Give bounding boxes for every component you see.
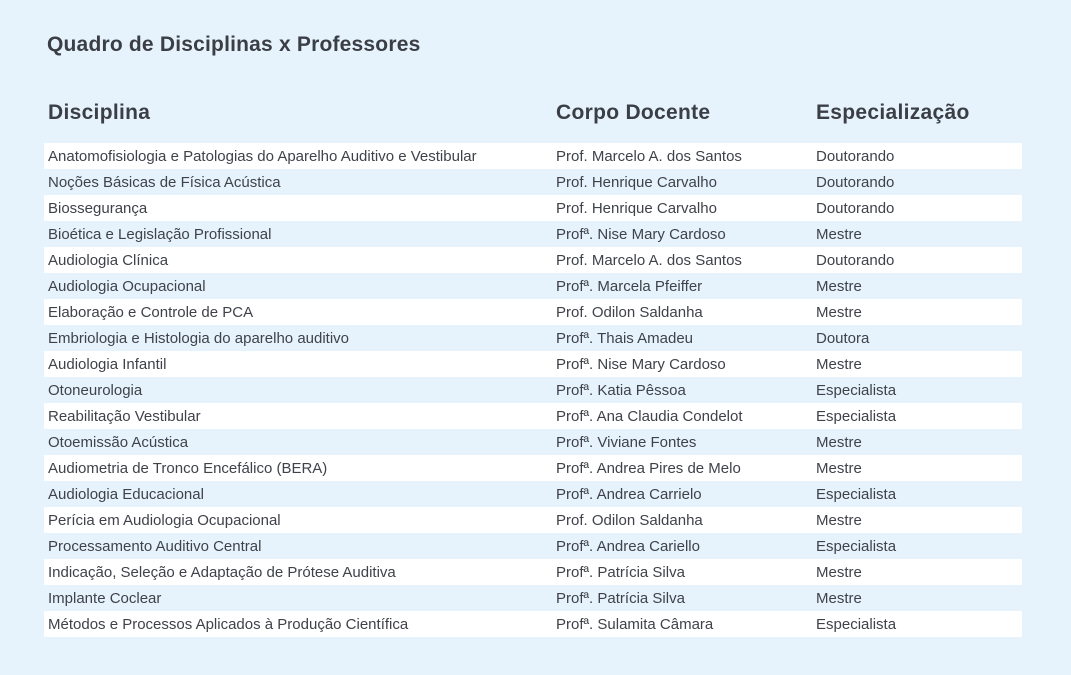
cell-especializacao: Especialista bbox=[816, 407, 897, 425]
cell-especializacao: Mestre bbox=[816, 277, 862, 295]
cell-especializacao: Mestre bbox=[816, 355, 862, 373]
cell-disciplina: Métodos e Processos Aplicados à Produção Científica bbox=[48, 615, 409, 633]
table-row bbox=[44, 221, 1022, 247]
cell-especializacao: Doutorando bbox=[816, 173, 895, 191]
cell-corpo-docente: Profª. Katia Pêssoa bbox=[556, 381, 686, 399]
cell-disciplina: Audiologia Ocupacional bbox=[48, 277, 206, 295]
cell-especializacao: Mestre bbox=[816, 459, 862, 477]
cell-especializacao: Especialista bbox=[816, 485, 897, 503]
table-row bbox=[44, 429, 1022, 455]
table-row bbox=[44, 169, 1022, 195]
cell-especializacao: Mestre bbox=[816, 303, 862, 321]
cell-disciplina: Processamento Auditivo Central bbox=[48, 537, 262, 555]
cell-disciplina: Bioética e Legislação Profissional bbox=[48, 225, 272, 243]
cell-disciplina: Otoneurologia bbox=[48, 381, 143, 399]
cell-disciplina: Otoemissão Acústica bbox=[48, 433, 189, 451]
cell-especializacao: Mestre bbox=[816, 589, 862, 607]
cell-especializacao: Doutorando bbox=[816, 199, 895, 217]
table-row bbox=[44, 585, 1022, 611]
cell-corpo-docente: Prof. Marcelo A. dos Santos bbox=[556, 147, 742, 165]
cell-disciplina: Implante Coclear bbox=[48, 589, 162, 607]
cell-especializacao: Mestre bbox=[816, 511, 862, 529]
cell-corpo-docente: Prof. Henrique Carvalho bbox=[556, 173, 717, 191]
cell-especializacao: Mestre bbox=[816, 433, 862, 451]
cell-disciplina: Perícia em Audiologia Ocupacional bbox=[48, 511, 281, 529]
cell-disciplina: Biossegurança bbox=[48, 199, 148, 217]
cell-corpo-docente: Profª. Sulamita Câmara bbox=[556, 615, 714, 633]
cell-especializacao: Especialista bbox=[816, 537, 897, 555]
cell-disciplina: Embriologia e Histologia do aparelho auditivo bbox=[48, 329, 350, 347]
table-row bbox=[44, 273, 1022, 299]
cell-disciplina: Audiologia Clínica bbox=[48, 251, 169, 269]
column-header-disciplina: Disciplina bbox=[48, 101, 151, 124]
disciplines-table bbox=[44, 101, 1022, 637]
cell-corpo-docente: Prof. Henrique Carvalho bbox=[556, 199, 717, 217]
table-row bbox=[44, 611, 1022, 637]
cell-especializacao: Doutora bbox=[816, 329, 870, 347]
table-row bbox=[44, 195, 1022, 221]
table-row bbox=[44, 351, 1022, 377]
cell-corpo-docente: Profª. Thais Amadeu bbox=[556, 329, 694, 347]
cell-corpo-docente: Profª. Nise Mary Cardoso bbox=[556, 355, 726, 373]
cell-corpo-docente: Profª. Patrícia Silva bbox=[556, 563, 685, 581]
cell-especializacao: Doutorando bbox=[816, 147, 895, 165]
table-row bbox=[44, 481, 1022, 507]
cell-disciplina: Indicação, Seleção e Adaptação de Prótese Auditiva bbox=[48, 563, 396, 581]
cell-corpo-docente: Profª. Andrea Cariello bbox=[556, 537, 700, 555]
table-row bbox=[44, 377, 1022, 403]
table-row bbox=[44, 299, 1022, 325]
cell-especializacao: Mestre bbox=[816, 225, 862, 243]
column-header-especializacao: Especialização bbox=[816, 101, 970, 124]
cell-corpo-docente: Profª. Viviane Fontes bbox=[556, 433, 697, 451]
table-row bbox=[44, 559, 1022, 585]
cell-disciplina: Reabilitação Vestibular bbox=[48, 407, 201, 425]
cell-disciplina: Audiologia Infantil bbox=[48, 355, 167, 373]
cell-corpo-docente: Profª. Andrea Carrielo bbox=[556, 485, 702, 503]
cell-disciplina: Noções Básicas de Física Acústica bbox=[48, 173, 281, 191]
table-row bbox=[44, 143, 1022, 169]
cell-corpo-docente: Profª. Nise Mary Cardoso bbox=[556, 225, 726, 243]
cell-especializacao: Especialista bbox=[816, 381, 897, 399]
cell-corpo-docente: Prof. Odilon Saldanha bbox=[556, 511, 703, 529]
table-header bbox=[44, 101, 1022, 141]
cell-disciplina: Elaboração e Controle de PCA bbox=[48, 303, 254, 321]
table-row bbox=[44, 247, 1022, 273]
cell-especializacao: Especialista bbox=[816, 615, 897, 633]
cell-disciplina: Audiometria de Tronco Encefálico (BERA) bbox=[48, 459, 328, 477]
table-body bbox=[44, 143, 1022, 637]
cell-corpo-docente: Prof. Marcelo A. dos Santos bbox=[556, 251, 742, 269]
cell-corpo-docente: Profª. Andrea Pires de Melo bbox=[556, 459, 741, 477]
cell-corpo-docente: Profª. Marcela Pfeiffer bbox=[556, 277, 703, 295]
cell-disciplina: Anatomofisiologia e Patologias do Aparelho Auditivo e Vestibular bbox=[48, 147, 477, 165]
cell-especializacao: Mestre bbox=[816, 563, 862, 581]
cell-corpo-docente: Profª. Patrícia Silva bbox=[556, 589, 685, 607]
cell-corpo-docente: Profª. Ana Claudia Condelot bbox=[556, 407, 743, 425]
column-header-corpo-docente: Corpo Docente bbox=[556, 101, 711, 124]
table-row bbox=[44, 403, 1022, 429]
cell-especializacao: Doutorando bbox=[816, 251, 895, 269]
table-row bbox=[44, 325, 1022, 351]
table-row bbox=[44, 533, 1022, 559]
cell-disciplina: Audiologia Educacional bbox=[48, 485, 204, 503]
cell-corpo-docente: Prof. Odilon Saldanha bbox=[556, 303, 703, 321]
table-row bbox=[44, 455, 1022, 481]
page-title: Quadro de Disciplinas x Professores bbox=[47, 33, 421, 56]
table-row bbox=[44, 507, 1022, 533]
